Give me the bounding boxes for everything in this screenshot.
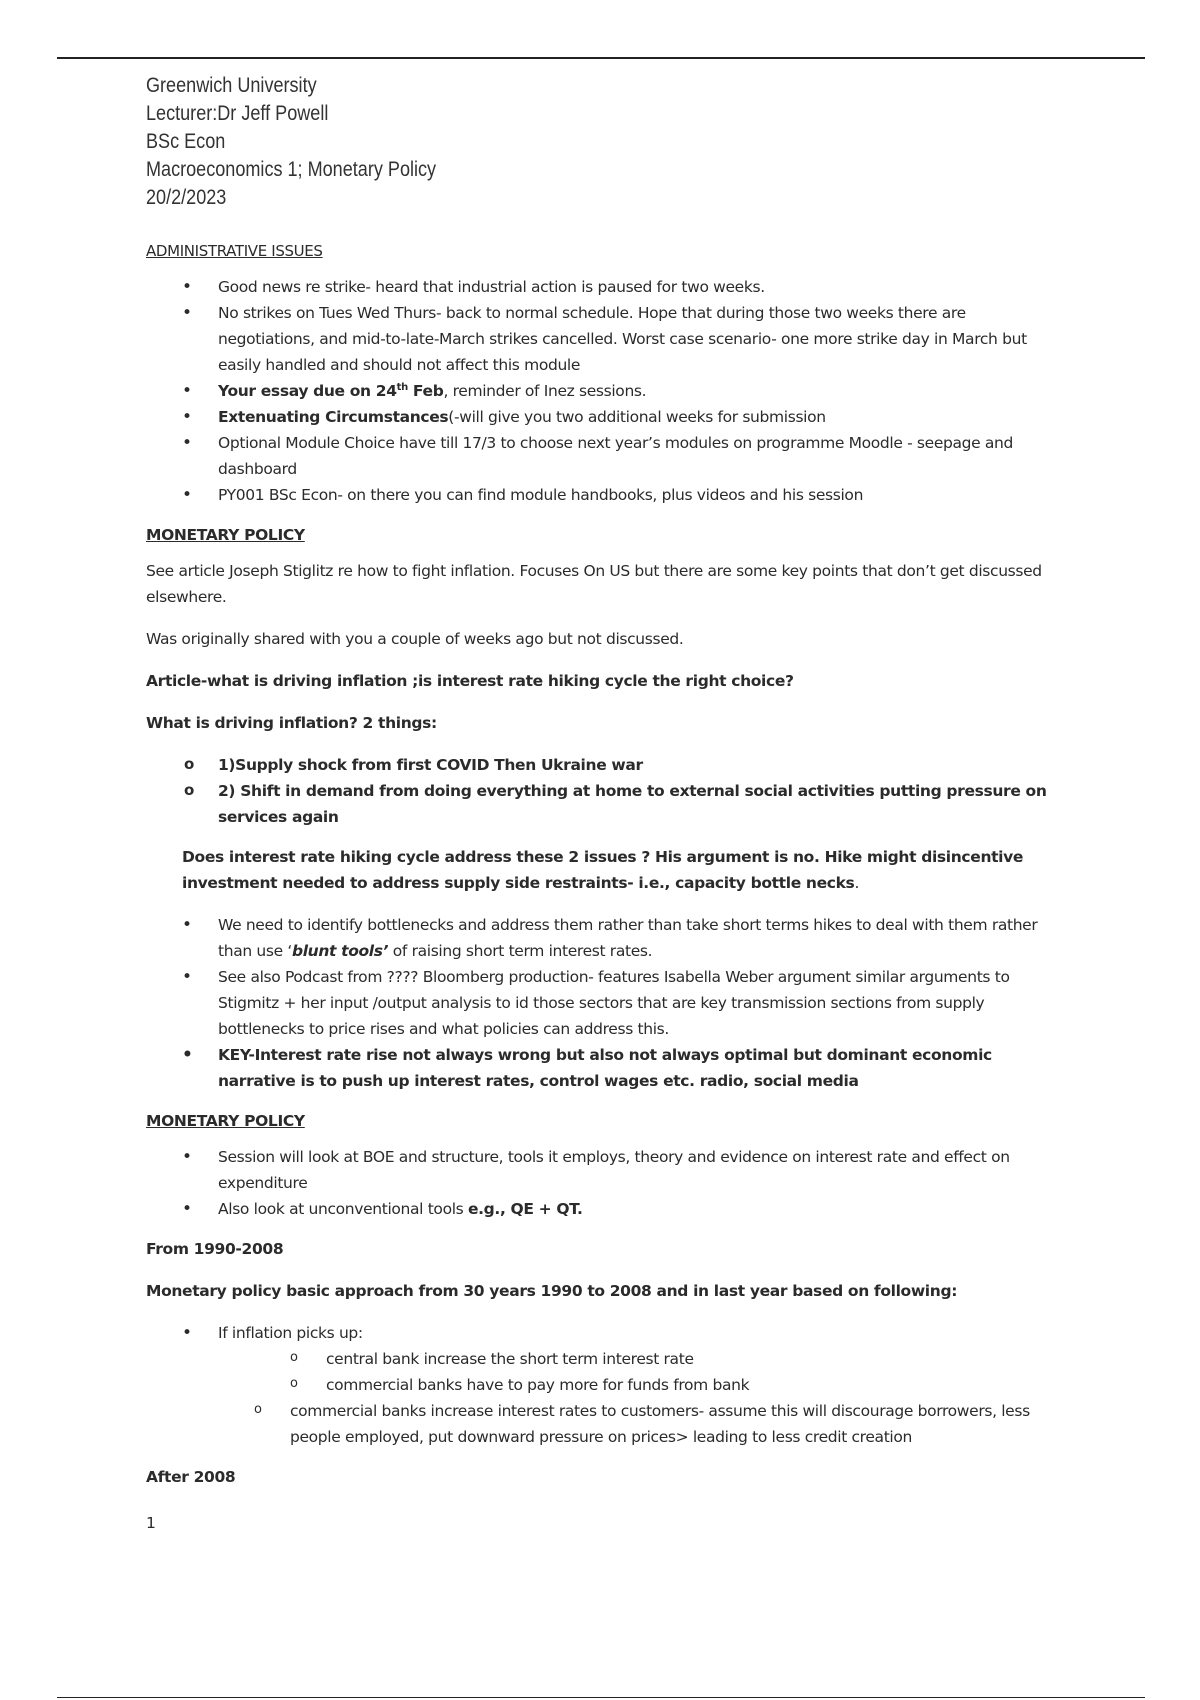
paragraph: Was originally shared with you a couple of weeks ago but not discussed. [146, 630, 684, 648]
essay-due-month: Feb [407, 382, 444, 400]
list-item: • PY001 BSc Econ- on there you can find module handbooks, plus videos and his session [146, 482, 1066, 508]
page-number: 1 [146, 1514, 156, 1532]
bottleneck-text-end: of raising short term interest rates. [388, 942, 653, 960]
bottom-rule [57, 1697, 1145, 1698]
ordinal-suffix: th [396, 381, 408, 393]
list-item: • KEY-Interest rate rise not always wrong but also not always optimal but dominant economic narrative is to push up interest rates, control wages etc. radio, social media [146, 1042, 1066, 1094]
essay-reminder: , reminder of Inez sessions. [443, 382, 647, 400]
section-heading-admin: ADMINISTRATIVE ISSUES [146, 242, 323, 260]
essay-due-label: Your essay due on 24 [218, 382, 397, 400]
list-item: o 2) Shift in demand from doing everything at home to external social activities putting pressure on services again [146, 778, 1066, 830]
inflation-condition: If inflation picks up: [218, 1324, 363, 1342]
paragraph-bold: What is driving inflation? 2 things: [146, 714, 437, 732]
inflation-causes-list [146, 752, 1066, 830]
section-heading-monetary-policy-2: MONETARY POLICY [146, 1112, 305, 1130]
paragraph: See article Joseph Stiglitz re how to fight inflation. Focuses On US but there are some key points that don’t get discussed elsewhere. [146, 562, 1042, 606]
list-item: o 1)Supply shock from first COVID Then Ukraine war [146, 752, 1066, 778]
sub-list [254, 1346, 1066, 1398]
list-item [146, 1320, 1066, 1450]
sub-list-item: o central bank increase the short term interest rate [254, 1346, 1066, 1372]
header-module: Macroeconomics 1; Monetary Policy [146, 158, 437, 181]
admin-list [146, 274, 1066, 508]
paragraph-bold: After 2008 [146, 1468, 236, 1486]
list-item: • See also Podcast from ???? Bloomberg production- features Isabella Weber argument similar arguments to Stigmitz + her input /output analysis to id those sectors that are key transmission sections from supply bottlenecks to price rises and what policies can address this. [146, 964, 1066, 1042]
blunt-tools-phrase: blunt tools’ [291, 942, 389, 960]
list-item [146, 912, 1066, 964]
bottleneck-text: We need to identify bottlenecks and address them rather than take short terms hikes to deal with them rather than use ‘ [218, 916, 1038, 960]
paragraph-bold: Monetary policy basic approach from 30 years 1990 to 2008 and in last year based on following: [146, 1282, 958, 1300]
sub-list [218, 1398, 1066, 1450]
list-item: • Optional Module Choice have till 17/3 to choose next year’s modules on programme Moodle - seepage and dashboard [146, 430, 1066, 482]
list-item: • Good news re strike- heard that industrial action is paused for two weeks. [146, 274, 1066, 300]
tools-text: Also look at unconventional tools [218, 1200, 468, 1218]
section-heading-monetary-policy: MONETARY POLICY [146, 526, 305, 544]
header-course: BSc Econ [146, 130, 226, 153]
extenuating-label: Extenuating Circumstances [218, 408, 449, 426]
paragraph-bold: From 1990-2008 [146, 1240, 284, 1258]
argument-text: Does interest rate hiking cycle address these 2 issues ? His argument is no. Hike might disincentive investment needed to address supply side restraints- i.e., capacity bottle necks [182, 848, 1024, 892]
document-body [146, 238, 1066, 1536]
sub-list-item: o commercial banks have to pay more for funds from bank [254, 1372, 1066, 1398]
header-university: Greenwich University [146, 74, 317, 97]
monetary-policy-list [146, 912, 1066, 1094]
paragraph-indented [182, 844, 1066, 896]
tools-examples: e.g., QE + QT. [467, 1200, 583, 1218]
list-item: • Session will look at BOE and structure, tools it employs, theory and evidence on interest rate and effect on expenditure [146, 1144, 1066, 1196]
document-header [146, 72, 483, 212]
inflation-response-list [146, 1320, 1066, 1450]
paragraph-bold: Article-what is driving inflation ;is interest rate hiking cycle the right choice? [146, 672, 794, 690]
list-item [146, 378, 1066, 404]
extenuating-text: (-will give you two additional weeks for submission [448, 408, 826, 426]
list-item: • No strikes on Tues Wed Thurs- back to normal schedule. Hope that during those two weeks there are negotiations, and mid-to-late-March strikes cancelled. Worst case scenario- one more strike day in March but easily handled and should not affect this module [146, 300, 1066, 378]
session-list [146, 1144, 1066, 1222]
header-lecturer: Lecturer:Dr Jeff Powell [146, 102, 329, 125]
header-date: 20/2/2023 [146, 186, 227, 209]
top-rule [57, 57, 1145, 59]
sub-list-item: o commercial banks increase interest rates to customers- assume this will discourage borrowers, less people employed, put downward pressure on prices> leading to less credit creation [218, 1398, 1066, 1450]
argument-period: . [854, 874, 860, 892]
list-item [146, 1196, 1066, 1222]
list-item [146, 404, 1066, 430]
